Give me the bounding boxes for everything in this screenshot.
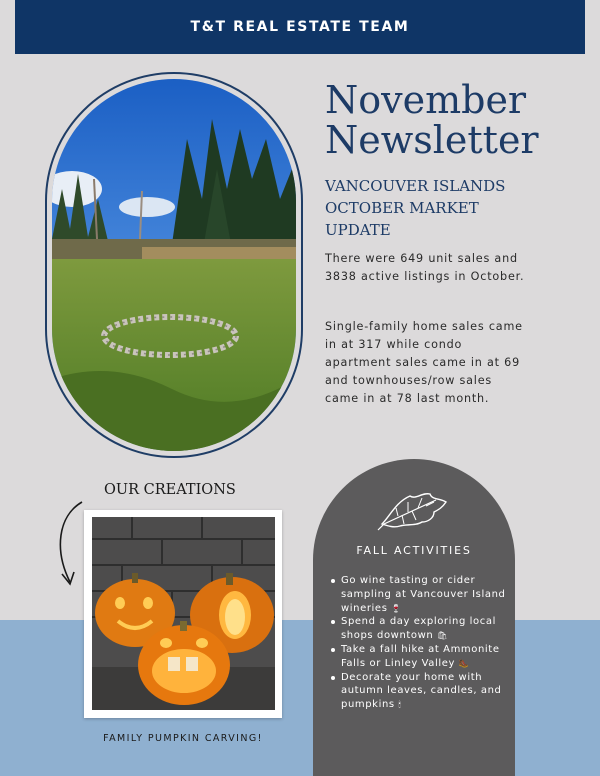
creations-label: OUR CREATIONS (104, 482, 236, 498)
shopping-bag-icon: 🛍 (437, 631, 448, 641)
hiking-boot-icon: 🥾 (458, 658, 470, 668)
list-item (331, 574, 507, 615)
header-title: T&T REAL ESTATE TEAM (190, 19, 410, 35)
list-item-text: Decorate your home with autumn leaves, candles, and pumpkins (341, 671, 502, 711)
page-header (15, 0, 585, 54)
list-item-text: Go wine tasting or cider sampling at Vancouver Island wineries (341, 575, 506, 614)
fall-activities-list (331, 574, 507, 712)
sales-breakdown-paragraph: Single-family home sales came in at 317 while condo apartment sales came in at 69 and townhouses/row sales came in at 78 last month. (325, 320, 523, 405)
candle-icon: 🕯 (398, 700, 402, 710)
list-item-text: Spend a day exploring local shops downtown (341, 616, 496, 642)
title-line-1: November (325, 78, 527, 122)
list-item (331, 615, 507, 643)
market-update-heading: VANCOUVER ISLANDS OCTOBER MARKET UPDATE (325, 177, 506, 239)
pumpkin-photo (92, 517, 275, 710)
sales-summary-paragraph: There were 649 unit sales and 3838 active listings in October. (325, 252, 525, 283)
list-item (331, 643, 507, 671)
fall-activities-heading: FALL ACTIVITIES (356, 544, 472, 557)
photo-caption: FAMILY PUMPKIN CARVING! (103, 733, 263, 744)
list-item (331, 671, 507, 712)
oak-leaf-icon (376, 486, 452, 532)
title-line-2: Newsletter (325, 118, 539, 162)
landscape-photo (52, 79, 296, 451)
newsletter-title (325, 80, 595, 160)
list-item-text: Take a fall hike at Ammonite Falls or Linley Valley (341, 643, 500, 669)
wine-glass-icon: 🍷 (391, 603, 402, 613)
